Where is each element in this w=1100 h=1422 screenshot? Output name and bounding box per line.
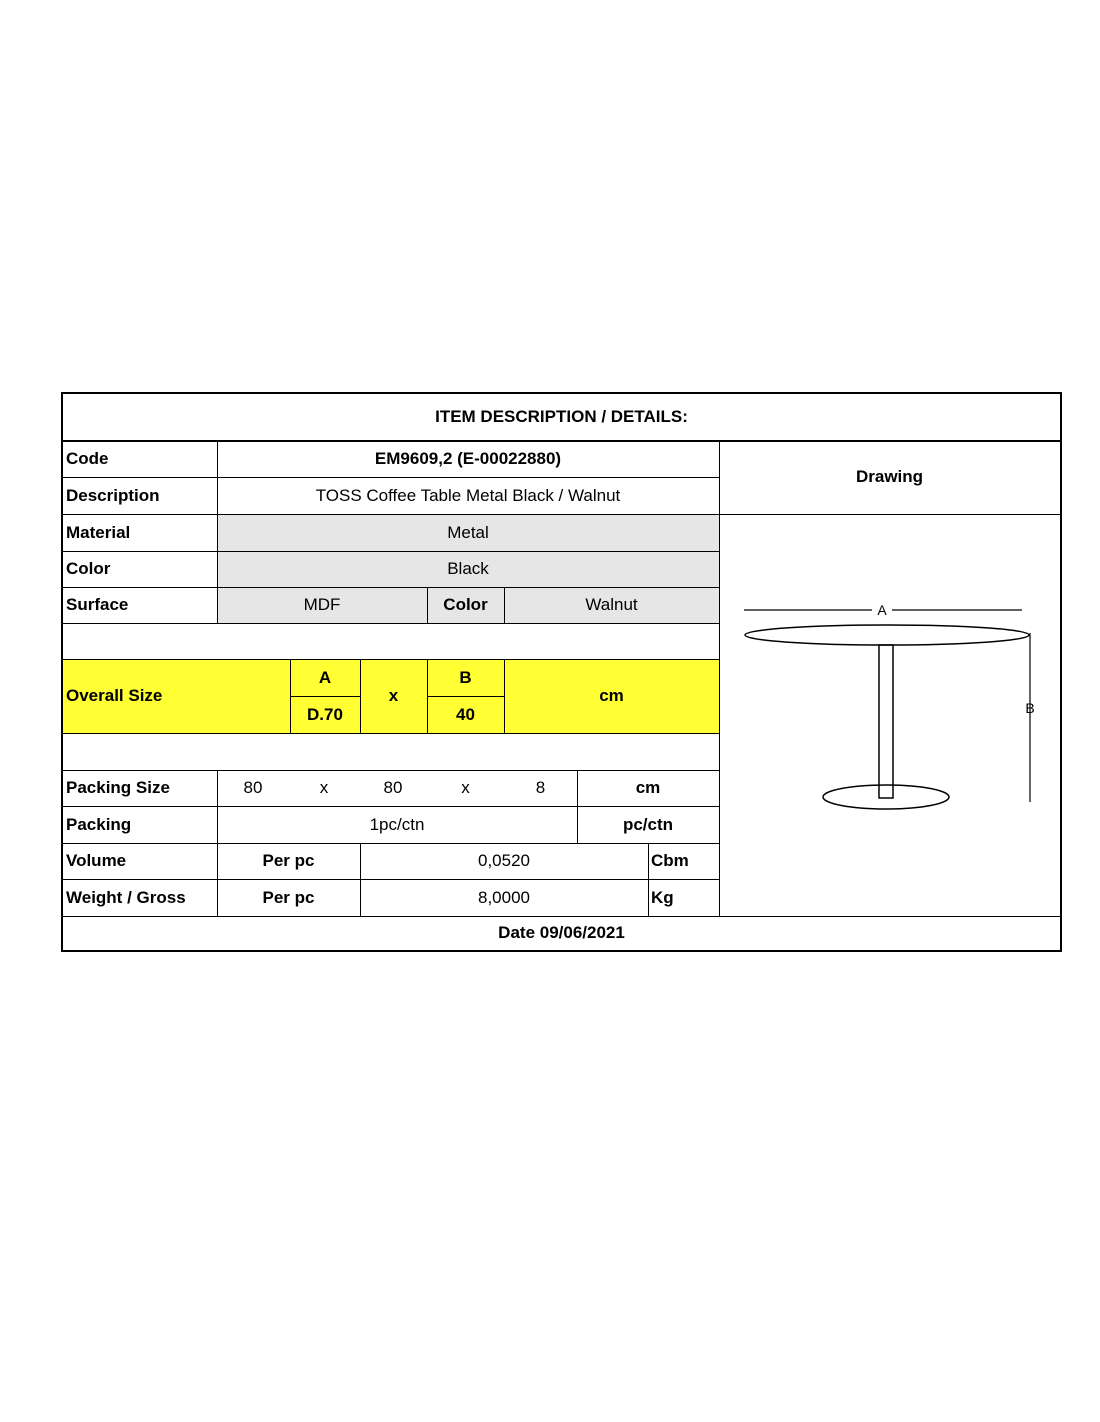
dimension-b-label: B [1025, 700, 1035, 716]
table-leg [879, 645, 893, 798]
weight-per: Per pc [262, 887, 315, 907]
rule [63, 623, 719, 624]
rule [427, 587, 428, 623]
packing-size-separator: x [461, 778, 470, 797]
rule [63, 733, 719, 734]
packing-unit: pc/ctn [622, 814, 674, 834]
rule [63, 843, 719, 844]
packing-size-separator: x [319, 778, 329, 797]
description-value: TOSS Coffee Table Metal Black / Walnut [315, 485, 621, 505]
packing-label: Packing [66, 814, 132, 834]
volume-per: Per pc [262, 851, 315, 870]
packing-value: 1pc/ctn [369, 814, 425, 834]
overall-size-a-value: D.70 [307, 704, 343, 724]
rule [63, 806, 719, 807]
weight-label: Weight / Gross [66, 887, 186, 907]
rule [427, 659, 428, 733]
rule [63, 477, 719, 478]
packing-size-width: 80 [383, 778, 403, 797]
rule [504, 659, 505, 733]
table-base-ellipse [823, 785, 949, 809]
rule [63, 440, 1060, 442]
rule [63, 879, 719, 880]
surface-value: MDF [303, 595, 341, 614]
table-top-ellipse [745, 625, 1029, 645]
overall-size-separator: x [388, 686, 399, 705]
surface-color-value: Walnut [585, 595, 638, 614]
material-label: Material [66, 522, 131, 542]
rule [63, 770, 719, 771]
rule [217, 770, 218, 916]
material-value: Metal [447, 522, 489, 542]
weight-value: 8,0000 [478, 887, 530, 907]
rule [63, 659, 719, 660]
color-value: Black [447, 559, 489, 578]
surface-color-label: Color [443, 595, 488, 614]
sheet-title: ITEM DESCRIPTION / DETAILS: [435, 407, 688, 426]
description-label: Description [66, 485, 160, 505]
rule [360, 659, 361, 733]
rule [504, 587, 505, 623]
code-value: EM9609,2 (E-00022880) [374, 448, 562, 468]
item-details-sheet [61, 392, 1062, 952]
footer-date: Date 09/06/2021 [498, 923, 625, 942]
overall-size-a-label: A [318, 667, 332, 687]
rule [360, 843, 361, 916]
rule [577, 770, 578, 843]
weight-unit: Kg [651, 887, 674, 907]
volume-label: Volume [66, 851, 127, 870]
overall-size-label: Overall Size [66, 686, 163, 705]
rule [217, 440, 218, 623]
color-label: Color [66, 559, 111, 578]
code-label: Code [66, 448, 109, 468]
overall-size-b-label: B [459, 667, 472, 687]
dimension-a-label: A [877, 602, 887, 618]
volume-unit: Cbm [651, 851, 689, 870]
rule [290, 659, 291, 733]
rule [648, 843, 649, 916]
table-drawing [720, 515, 1060, 916]
packing-size-length: 80 [243, 778, 263, 797]
packing-size-label: Packing Size [66, 778, 170, 797]
overall-size-unit: cm [599, 686, 624, 705]
volume-value: 0,0520 [478, 851, 530, 870]
rule [290, 696, 360, 697]
rule [63, 587, 719, 588]
packing-size-unit: cm [635, 778, 661, 797]
rule [63, 916, 1060, 917]
overall-size-b-value: 40 [456, 704, 475, 724]
rule [427, 696, 504, 697]
rule [63, 551, 719, 552]
packing-size-height: 8 [535, 778, 546, 797]
surface-label: Surface [66, 595, 129, 614]
drawing-header: Drawing [855, 467, 924, 486]
